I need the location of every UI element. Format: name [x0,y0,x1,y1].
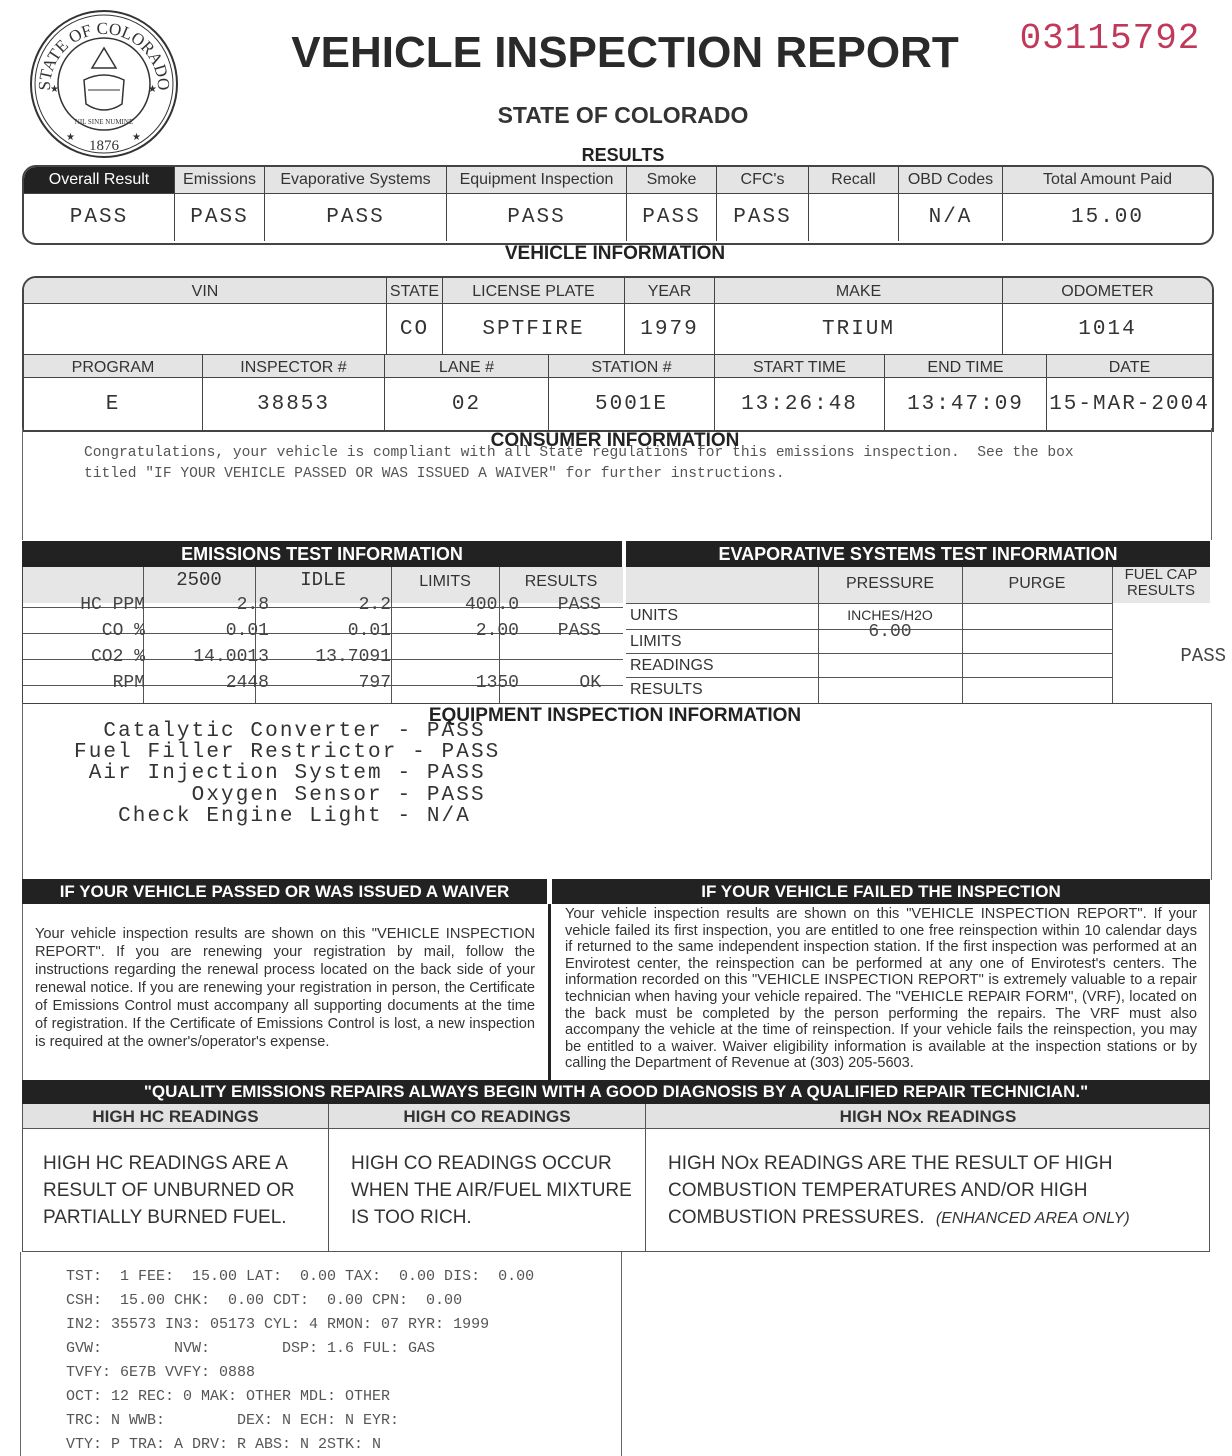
equipment-item: Fuel Filler Restrictor - PASS [74,741,501,765]
results-header-5: CFC's [716,167,808,193]
vehicle-header-5: ODOMETER [1002,278,1212,304]
passed-title: IF YOUR VEHICLE PASSED OR WAS ISSUED A WAIVER [22,879,547,904]
results-value-1: PASS [174,193,264,241]
emissions-cell-v2500: 2.8 [236,595,269,615]
page-subtitle: STATE OF COLORADO [497,102,749,128]
emissions-cell-label: RPM [112,673,145,693]
vehicle-header2-1: INSPECTOR # [202,354,384,378]
vehicle-value-5: 1014 [1002,304,1212,354]
emissions-cell-limit: 1350 [475,673,519,693]
emissions-cell-label: CO % [101,621,145,641]
emissions-cell-idle: 2.2 [358,595,391,615]
evap-row-line [626,677,1112,678]
equipment-title: EQUIPMENT INSPECTION INFORMATION [428,705,802,726]
vehicle-header2-3: STATION # [548,354,714,378]
emissions-cell-v2500: 14.0013 [193,647,269,667]
receipt-line: TVFY: 6E7B VVFY: 0888 [66,1364,256,1381]
failed-body: Your vehicle inspection results are shown on this "VEHICLE INSPECTION REPORT". If your vehicle failed its first inspection, you are entitled to one free reinspection within 10 calendar days if returned to the same independent inspection station. If the first inspection was performed at an Envirotest center, the reinspection can be performed at any one of Envirotest's centers. The information recorded on this "VEHICLE INSPECTION REPORT" is extremely valuable to a repair technician when having your vehicle repaired. The "VEHICLE REPAIR FORM", (VRF), located on the back must be completed by the person performing the repairs. The VRF must also accompany the vehicle at the time of reinspection. If your vehicle fails the reinspection, you may be entitled to a waiver. Waiver eligibility information is available at the inspection stations or by calling the Department of Revenue at (303) 205-5603. [565,906,1197,1072]
results-header-0: Overall Result [24,167,174,193]
section-divider [548,904,551,1080]
emissions-test-table [22,567,623,703]
results-header-8: Total Amount Paid [1002,167,1212,193]
emissions-cell-idle: 0.01 [347,621,391,641]
evap-row-label-0: UNITS [630,607,678,624]
results-value-6 [808,193,898,241]
emissions-cell-result: PASS [557,595,601,615]
evap-units-pressure: INCHES/H2O [847,607,933,623]
evap-test-title: EVAPORATIVE SYSTEMS TEST INFORMATION [626,541,1210,567]
receipt-line: TRC: N WWB: DEX: N ECH: N EYR: [66,1412,400,1429]
emissions-cell-limit: 400.0 [464,595,519,615]
svg-text:★: ★ [66,132,75,143]
vehicle-value-0 [24,304,386,354]
receipt-line: VTY: P TRA: A DRV: R ABS: N 2STK: N [66,1436,382,1453]
equipment-item: Check Engine Light - N/A [74,804,471,828]
results-header-6: Recall [808,167,898,193]
vehicle-header2-6: DATE [1046,354,1212,378]
evap-row-label-1: LIMITS [630,633,682,650]
results-value-8: 15.00 [1002,193,1212,241]
evap-row-label-2: READINGS [630,657,714,674]
vehicle-info-table [22,276,1214,432]
evap-header-1: PURGE [1008,575,1066,592]
hc-text: HIGH HC READINGS ARE A RESULT OF UNBURNED OR PARTIALLY BURNED FUEL. [43,1153,295,1228]
vehicle-header2-0: PROGRAM [24,354,202,378]
equipment-item: Catalytic Converter - PASS [74,720,486,743]
emissions-header-1: IDLE [300,569,346,591]
nox-title: HIGH NOx READINGS [839,1107,1017,1126]
emissions-cell-limit: 2.00 [475,621,519,641]
failed-title: IF YOUR VEHICLE FAILED THE INSPECTION [552,879,1210,904]
vehicle-value-2: SPTFIRE [442,304,624,354]
vehicle-header-1: STATE [386,278,442,304]
vehicle-value2-0: E [105,393,121,416]
emissions-cell-v2500: 0.01 [225,621,269,641]
consumer-info-line2: titled "IF YOUR VEHICLE PASSED OR WAS ISSUED A WAIVER" for further instructions. [84,466,785,482]
vehicle-value2-4: 13:26:48 [714,378,884,430]
evap-header-0: PRESSURE [845,575,935,592]
evap-row-line [626,653,1112,654]
receipt-line: IN2: 35573 IN3: 05173 CYL: 4 RMON: 07 RYR: 1999 [66,1316,490,1333]
emissions-header-3: RESULTS [524,573,598,590]
page-title: VEHICLE INSPECTION REPORT [291,28,959,77]
vehicle-header2-5: END TIME [884,354,1046,378]
evap-fuel-cap-result: PASS [1180,645,1226,667]
emissions-cell-label: HC PPM [80,595,145,615]
emissions-cell-v2500: 2448 [225,673,269,693]
results-value-4: PASS [626,193,716,241]
svg-text:★: ★ [50,84,59,95]
right-border [1209,904,1210,1080]
results-title: RESULTS [581,145,665,165]
emissions-test-title: EMISSIONS TEST INFORMATION [22,541,622,567]
vehicle-value2-5: 13:47:09 [884,378,1046,430]
evap-limits-pressure: 6.00 [868,622,912,642]
emissions-cell-result: PASS [557,621,601,641]
vehicle-header-4: MAKE [714,278,1002,304]
results-value-2: PASS [264,193,446,241]
svg-text:1876: 1876 [89,138,119,154]
results-header-2: Evaporative Systems [264,167,446,193]
vehicle-value-1: CO [386,304,442,354]
vehicle-value-4: TRIUM [714,304,1002,354]
evap-row-line [626,603,1112,604]
results-value-3: PASS [446,193,626,241]
evap-header-2: FUEL CAP RESULTS [1124,566,1198,599]
evap-test-table [626,566,1226,703]
vehicle-value2-1: 38853 [202,378,384,430]
results-table [22,165,1214,245]
consumer-info-title: CONSUMER INFORMATION [490,430,740,451]
nox-text-main: HIGH NOx READINGS ARE THE RESULT OF HIGH COMBUSTION TEMPERATURES AND/OR HIGH COMBUSTION PRESSURES. [668,1153,1113,1228]
vehicle-header2-4: START TIME [714,354,884,378]
vehicle-header-0: VIN [24,278,386,304]
vehicle-value2-6: 15-MAR-2004 [1046,378,1212,430]
consumer-info-line1: Congratulations, your vehicle is compliant with all State regulations for this emissions inspection. See the box [84,445,1074,461]
receipt-line: GVW: NVW: DSP: 1.6 FUL: GAS [66,1340,436,1357]
quality-grid [22,1104,1210,1252]
svg-text:★: ★ [132,132,141,143]
vehicle-info-title: VEHICLE INFORMATION [504,243,726,264]
evap-row-label-3: RESULTS [630,681,703,698]
results-value-5: PASS [716,193,808,241]
emissions-header-2: LIMITS [419,573,471,590]
emissions-cell-label: CO2 % [90,647,145,667]
vehicle-value2-3: 5001E [548,378,714,430]
results-header-3: Equipment Inspection [446,167,626,193]
nox-note: (ENHANCED AREA ONLY) [935,1210,1130,1227]
vehicle-header2-2: LANE # [384,354,548,378]
svg-text:★: ★ [148,84,157,95]
results-header-7: OBD Codes [898,167,1002,193]
svg-text:STATE OF COLORADO: STATE OF COLORADO [34,18,174,91]
emissions-cell-result: OK [579,673,601,693]
hc-title: HIGH HC READINGS [92,1107,259,1126]
nox-text [668,1150,1188,1232]
receipt-line: TST: 1 FEE: 15.00 LAT: 0.00 TAX: 0.00 DIS: 0.00 [66,1268,535,1285]
receipt-line: CSH: 15.00 CHK: 0.00 CDT: 0.00 CPN: 0.00 [66,1292,463,1309]
emissions-header-0: 2500 [176,569,222,591]
co-title: HIGH CO READINGS [403,1107,571,1126]
emissions-cell-idle: 797 [358,673,391,693]
receipt-line: OCT: 12 REC: 0 MAK: OTHER MDL: OTHER [66,1388,391,1405]
vehicle-header-2: LICENSE PLATE [442,278,624,304]
svg-text:NIL SINE NUMINE: NIL SINE NUMINE [74,118,134,126]
results-value-0: PASS [69,206,129,229]
equipment-item: Oxygen Sensor - PASS [74,783,486,807]
quality-banner: "QUALITY EMISSIONS REPAIRS ALWAYS BEGIN WITH A GOOD DIAGNOSIS BY A QUALIFIED REPAIR TECHNICIAN." [22,1080,1210,1104]
vehicle-header-3: YEAR [624,278,714,304]
vehicle-value2-2: 02 [384,378,548,430]
vehicle-value-3: 1979 [624,304,714,354]
equipment-item: Air Injection System - PASS [74,762,486,786]
results-header-1: Emissions [174,167,264,193]
results-header-4: Smoke [626,167,716,193]
co-text: HIGH CO READINGS OCCUR WHEN THE AIR/FUEL MIXTURE IS TOO RICH. [351,1153,632,1228]
state-seal [28,8,180,160]
left-border [22,904,23,1080]
results-value-7: N/A [898,193,1002,241]
serial-number: 03115792 [1019,18,1201,59]
emissions-cell-idle: 13.7091 [315,647,391,667]
passed-body: Your vehicle inspection results are shown on this "VEHICLE INSPECTION REPORT". If you are renewing your registration by mail, follow the instructions regarding the renewal process located on the back side of your renewal notice. If you are renewing your registration in person, the Certificate of Emissions Control must accompany all supporting documents at the time of registration. If the Certificate of Emissions Control is lost, a new inspection is required at the owner's/operator's expense. [35,926,535,1050]
